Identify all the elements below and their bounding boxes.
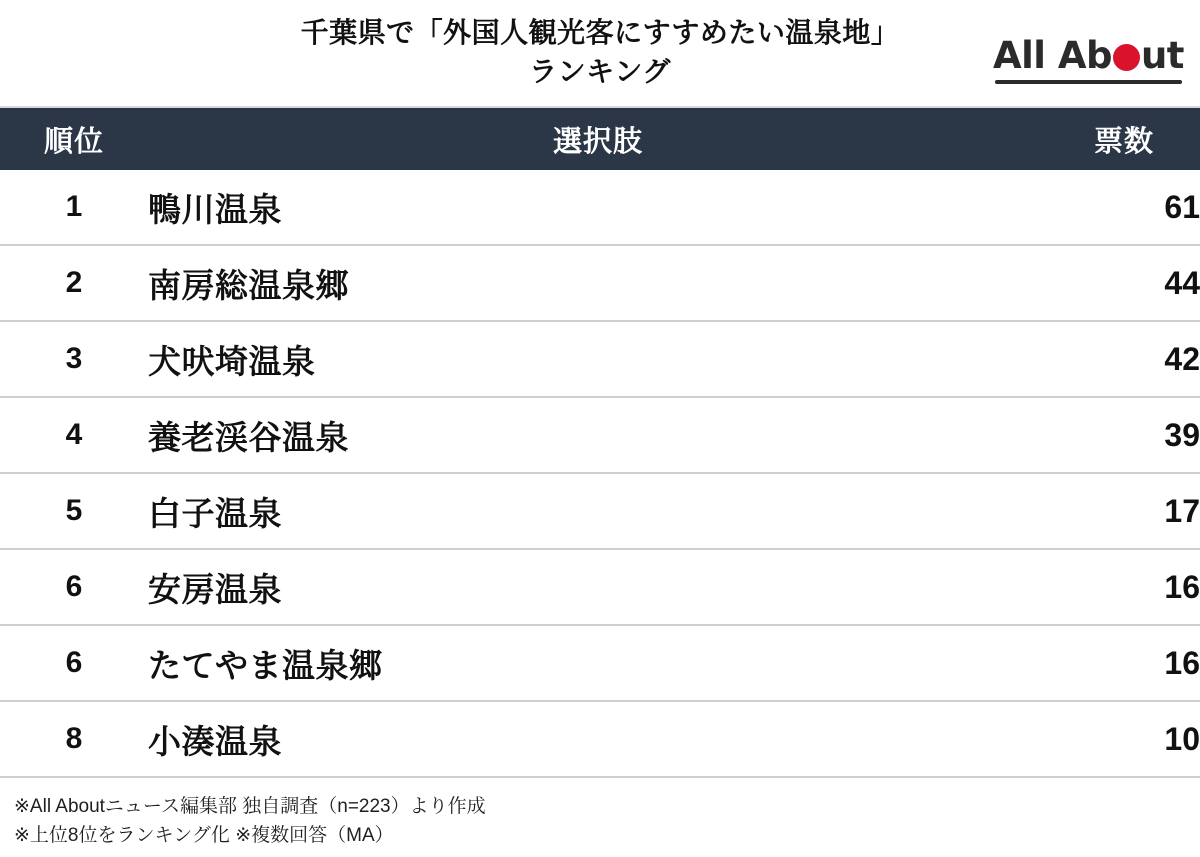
table-row — [0, 321, 1200, 397]
cell-votes: 42 — [1048, 321, 1200, 397]
cell-rank: 4 — [0, 397, 148, 473]
cell-votes: 10 — [1048, 701, 1200, 777]
table-row — [0, 245, 1200, 321]
cell-choice: 鴨川温泉 — [148, 170, 1048, 245]
cell-votes: 17 — [1048, 473, 1200, 549]
cell-rank: 2 — [0, 245, 148, 321]
cell-choice: 南房総温泉郷 — [148, 245, 1048, 321]
cell-votes: 61 — [1048, 170, 1200, 245]
cell-choice: 小湊温泉 — [148, 701, 1048, 777]
table-header-row — [0, 108, 1200, 170]
page-title-line-2: ランキング — [529, 56, 671, 87]
cell-choice: 養老渓谷温泉 — [148, 397, 1048, 473]
logo-text-part1: All Ab — [992, 33, 1112, 77]
logo-text-part2: ut — [1140, 33, 1184, 77]
cell-rank: 6 — [0, 625, 148, 701]
cell-rank: 1 — [0, 170, 148, 245]
column-header-choice: 選択肢 — [148, 108, 1048, 170]
table-row — [0, 397, 1200, 473]
footnotes — [0, 778, 1200, 851]
cell-rank: 6 — [0, 549, 148, 625]
cell-choice: 白子温泉 — [148, 473, 1048, 549]
cell-choice: 安房温泉 — [148, 549, 1048, 625]
ranking-table — [0, 108, 1200, 778]
table-row — [0, 701, 1200, 777]
cell-rank: 5 — [0, 473, 148, 549]
allabout-logo — [992, 28, 1184, 82]
cell-votes: 16 — [1048, 625, 1200, 701]
column-header-votes: 票数 — [1048, 108, 1200, 170]
table-row — [0, 625, 1200, 701]
title-bar — [0, 0, 1200, 108]
footnote-method: ※上位8位をランキング化 ※複数回答（MA） — [14, 825, 394, 847]
logo-dot-icon — [1113, 44, 1140, 71]
cell-rank: 8 — [0, 701, 148, 777]
table-row — [0, 473, 1200, 549]
cell-choice: 犬吠埼温泉 — [148, 321, 1048, 397]
column-header-rank: 順位 — [0, 108, 148, 170]
cell-votes: 44 — [1048, 245, 1200, 321]
logo-text — [993, 34, 1184, 77]
cell-votes: 39 — [1048, 397, 1200, 473]
cell-choice: たてやま温泉郷 — [148, 625, 1048, 701]
table-row — [0, 170, 1200, 245]
logo-underline — [995, 80, 1182, 84]
table-row — [0, 549, 1200, 625]
footnote-source: ※All Aboutニュース編集部 独自調査（n=223）より作成 — [14, 796, 486, 817]
cell-votes: 16 — [1048, 549, 1200, 625]
cell-rank: 3 — [0, 321, 148, 397]
page-title — [301, 14, 900, 91]
page-title-line-1: 千葉県で「外国人観光客にすすめたい温泉地」 — [300, 17, 900, 49]
